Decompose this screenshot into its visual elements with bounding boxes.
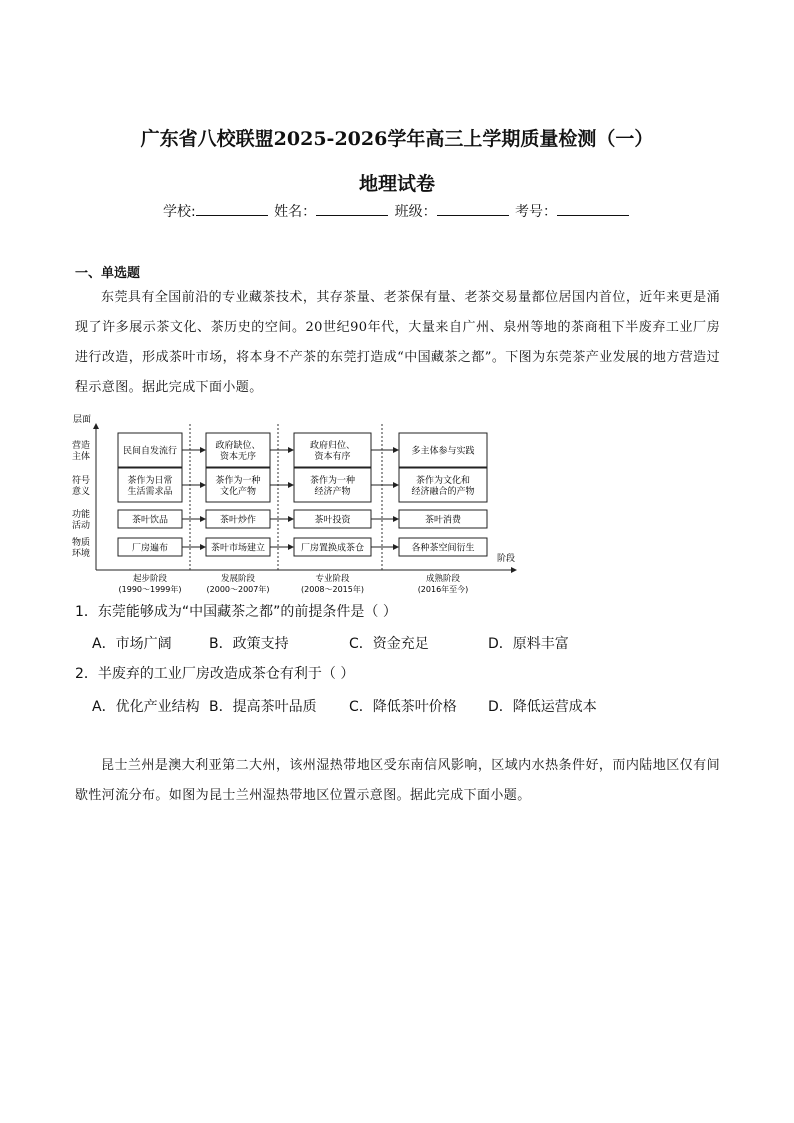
row-label: 功能 <box>72 510 91 520</box>
name-blank <box>316 203 388 216</box>
stage-years: (2016年至今) <box>417 585 469 594</box>
row-label: 活动 <box>72 521 91 531</box>
x-axis-label: 阶段 <box>497 554 516 564</box>
diagram-box-text: 茶作为日常 <box>127 476 173 486</box>
school-blank <box>196 203 268 216</box>
student-info-line <box>0 201 794 221</box>
tea-industry-diagram <box>70 410 530 600</box>
passage-queensland: 昆士兰州是澳大利亚第二大州，该州湿热带地区受东南信风影响，区域内水热条件好，而内陆地区仅有间歇性河流分布。如图为昆士兰州湿热带地区位置示意图。据此完成下面小题。 <box>75 758 720 803</box>
diagram-box-text: 茶作为一种 <box>215 476 261 486</box>
diagram-box-text: 茶叶投资 <box>314 515 351 526</box>
option-a[interactable]: A．市场广阔 <box>92 636 172 652</box>
option-b[interactable]: B．政策支持 <box>209 636 289 652</box>
diagram-box-text: 厂房遍布 <box>131 543 169 554</box>
y-axis-label: 层面 <box>73 415 92 425</box>
diagram-box-text: 经济融合的产物 <box>411 487 475 497</box>
exam-number-label: 考号： <box>515 204 558 220</box>
row-label: 环境 <box>72 549 91 559</box>
option-a[interactable]: A．优化产业结构 <box>92 699 200 715</box>
diagram-box-text: 文化产物 <box>219 487 257 497</box>
option-c[interactable]: C．降低茶叶价格 <box>349 699 457 715</box>
diagram-box-text: 茶作为文化和 <box>415 476 471 486</box>
passage-tea: 东莞具有全国前沿的专业藏茶技术，其存茶量、老茶保有量、老茶交易量都位居国内首位，近年来更是涌现了许多展示茶文化、茶历史的空间。20世纪90年代，大量来自广州、泉州等地的茶商租下半废弃工业厂房进行改造，形成茶叶市场，将本身不产茶的东莞打造成“中国藏茶之都”。下图为东莞茶产业发展的地方营造过程示意图。据此完成下面小题。 <box>75 290 720 395</box>
stage-name: 专业阶段 <box>315 574 350 584</box>
stage-years: (2000～2007年) <box>206 585 270 594</box>
class-blank <box>437 203 509 216</box>
diagram-box-text: 政府缺位、 <box>215 441 261 451</box>
stage-name: 起步阶段 <box>132 574 168 584</box>
row-label: 符号 <box>72 476 91 486</box>
exam-title: 广东省八校联盟2025-2026学年高三上学期质量检测（一） <box>140 128 654 150</box>
diagram-box-text: 茶叶消费 <box>424 515 462 526</box>
diagram-box-text: 政府归位、 <box>309 441 356 451</box>
row-label: 意义 <box>72 487 91 497</box>
option-d[interactable]: D．降低运营成本 <box>488 699 597 715</box>
diagram-box-text: 茶作为一种 <box>309 476 356 486</box>
diagram-box-text: 经济产物 <box>314 487 351 497</box>
diagram-box-text: 生活需求品 <box>127 487 173 497</box>
option-c[interactable]: C．资金充足 <box>349 636 429 652</box>
class-label: 班级： <box>394 204 437 220</box>
diagram-box-text: 茶叶饮品 <box>131 515 169 526</box>
row-label: 营造 <box>72 441 91 451</box>
option-d[interactable]: D．原料丰富 <box>488 636 569 652</box>
stage-name: 发展阶段 <box>220 574 256 584</box>
diagram-box-text: 厂房置换成茶仓 <box>300 543 365 554</box>
diagram-box-text: 民间自发流行 <box>122 446 178 457</box>
stage-years: (2008～2015年) <box>301 585 364 594</box>
stage-years: (1990～1999年) <box>118 585 182 594</box>
option-b[interactable]: B．提高茶叶品质 <box>209 699 317 715</box>
exam-number-blank <box>557 203 629 216</box>
diagram-box-text: 多主体参与实践 <box>411 446 475 457</box>
diagram-box-text: 茶叶市场建立 <box>210 543 266 554</box>
exam-subject: 地理试卷 <box>358 173 435 195</box>
question-1: 1．东莞能够成为“中国藏茶之都”的前提条件是（ ） <box>75 604 397 620</box>
question-2: 2．半废弃的工业厂房改造成茶仓有利于（ ） <box>75 666 355 682</box>
section-title: 一、单选题 <box>75 266 141 281</box>
diagram-box-text: 资本无序 <box>219 452 257 462</box>
diagram-box-text: 资本有序 <box>314 452 351 462</box>
school-label: 学校: <box>162 204 196 220</box>
stage-name: 成熟阶段 <box>425 574 461 584</box>
name-label: 姓名： <box>274 204 317 220</box>
diagram-box-text: 茶叶炒作 <box>219 515 257 526</box>
row-label: 物质 <box>72 538 91 548</box>
row-label: 主体 <box>72 452 91 462</box>
diagram-box-text: 各种茶空间衍生 <box>411 543 475 554</box>
